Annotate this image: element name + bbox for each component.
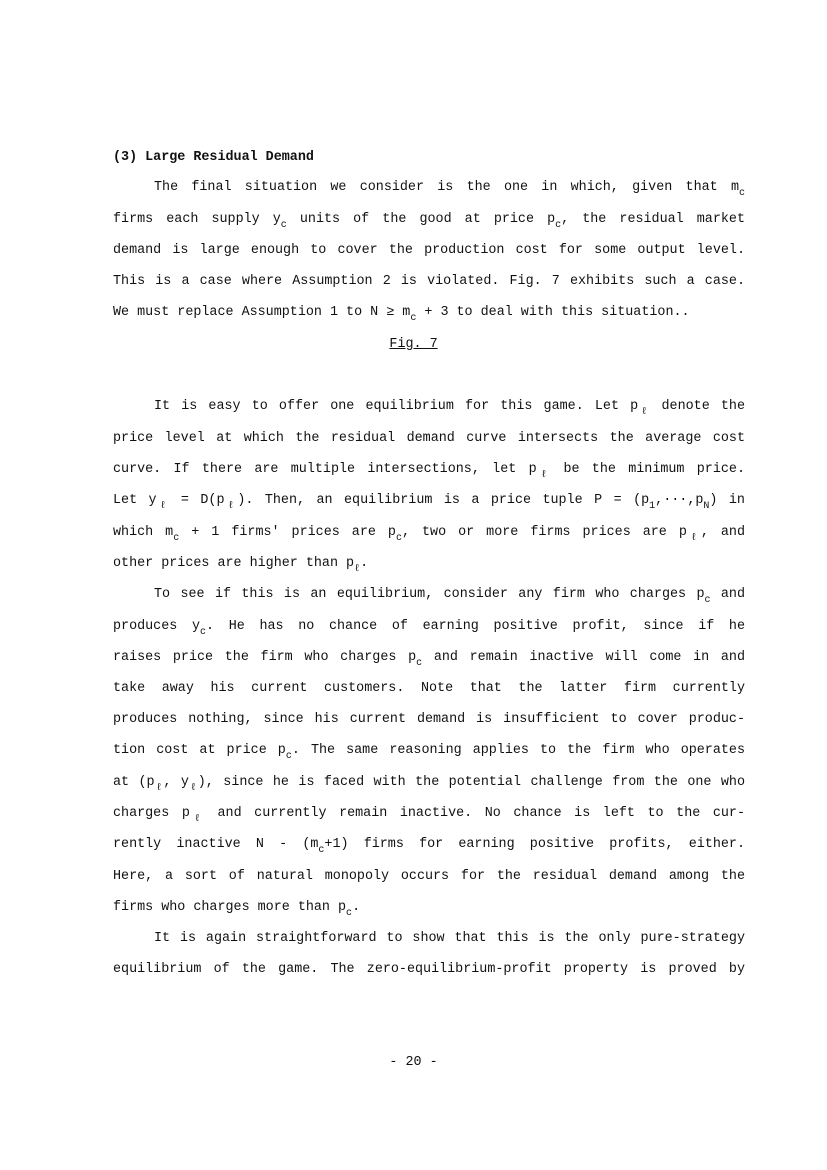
text-line: curve. If there are multiple intersections, let $p_\ell$ be the minimum price. [113, 462, 745, 481]
text-line: tion cost at price $p_c$. The same reasoning applies to the firm who operates [113, 743, 745, 762]
text-line: at ($p_\ell$, $y_\ell$), since he is faced with the potential challenge from the one who [113, 775, 745, 794]
text-line: We must replace Assumption 1 to $N \ge m_c + 3$ to deal with this situation.. [113, 305, 690, 324]
text-line: firms each supply $y_c$ units of the good at price $p_c$, the residual market [113, 212, 745, 231]
text-line: It is again straightforward to show that this is the only pure-strategy [154, 931, 745, 946]
text-line: price level at which the residual demand curve intersects the average cost [113, 431, 745, 446]
text-line: The final situation we consider is the one in which, given that $m_c$ [154, 180, 745, 199]
section-heading: (3) Large Residual Demand [113, 150, 314, 165]
text-line: This is a case where Assumption 2 is violated. Fig. 7 exhibits such a case. [113, 274, 745, 289]
text-line: raises price the firm who charges $p_c$ and remain inactive will come in and [113, 650, 746, 669]
text-line: Here, a sort of natural monopoly occurs for the residual demand among the [113, 869, 745, 884]
text-line: demand is large enough to cover the production cost for some output level. [113, 243, 745, 258]
text-line: Let $y_\ell = D(p_\ell)$. Then, an equilibrium is a price tuple $P = (p_1,\cdot\cdot\cdot,p_N)$ in [113, 493, 745, 512]
text-line: It is easy to offer one equilibrium for this game. Let $p_\ell$ denote the [154, 399, 745, 418]
figure-reference: Fig. 7 [389, 337, 438, 352]
text-line: which $m_c + 1$ firms' prices are $p_c$, two or more firms prices are $p_\ell$, and [113, 525, 745, 544]
text-line: other prices are higher than $p_\ell$. [113, 556, 369, 575]
text-line: take away his current customers. Note that the latter firm currently [113, 681, 745, 696]
text-line: charges $p_\ell$ and currently remain inactive. No chance is left to the cur- [113, 806, 745, 825]
page-number: - 20 - [389, 1055, 438, 1070]
text-line: produces $y_c$. He has no chance of earning positive profit, since if he [113, 619, 746, 638]
text-line: firms who charges more than $p_c$. [113, 900, 361, 919]
text-line: To see if this is an equilibrium, consider any firm who charges $p_c$ and [154, 587, 745, 606]
text-line: produces nothing, since his current demand is insufficient to cover produc- [113, 712, 745, 727]
text-line: rently inactive $N - (m_c+1)$ firms for earning positive profits, either. [113, 837, 745, 856]
text-line: equilibrium of the game. The zero-equilibrium-profit property is proved by [113, 962, 745, 977]
